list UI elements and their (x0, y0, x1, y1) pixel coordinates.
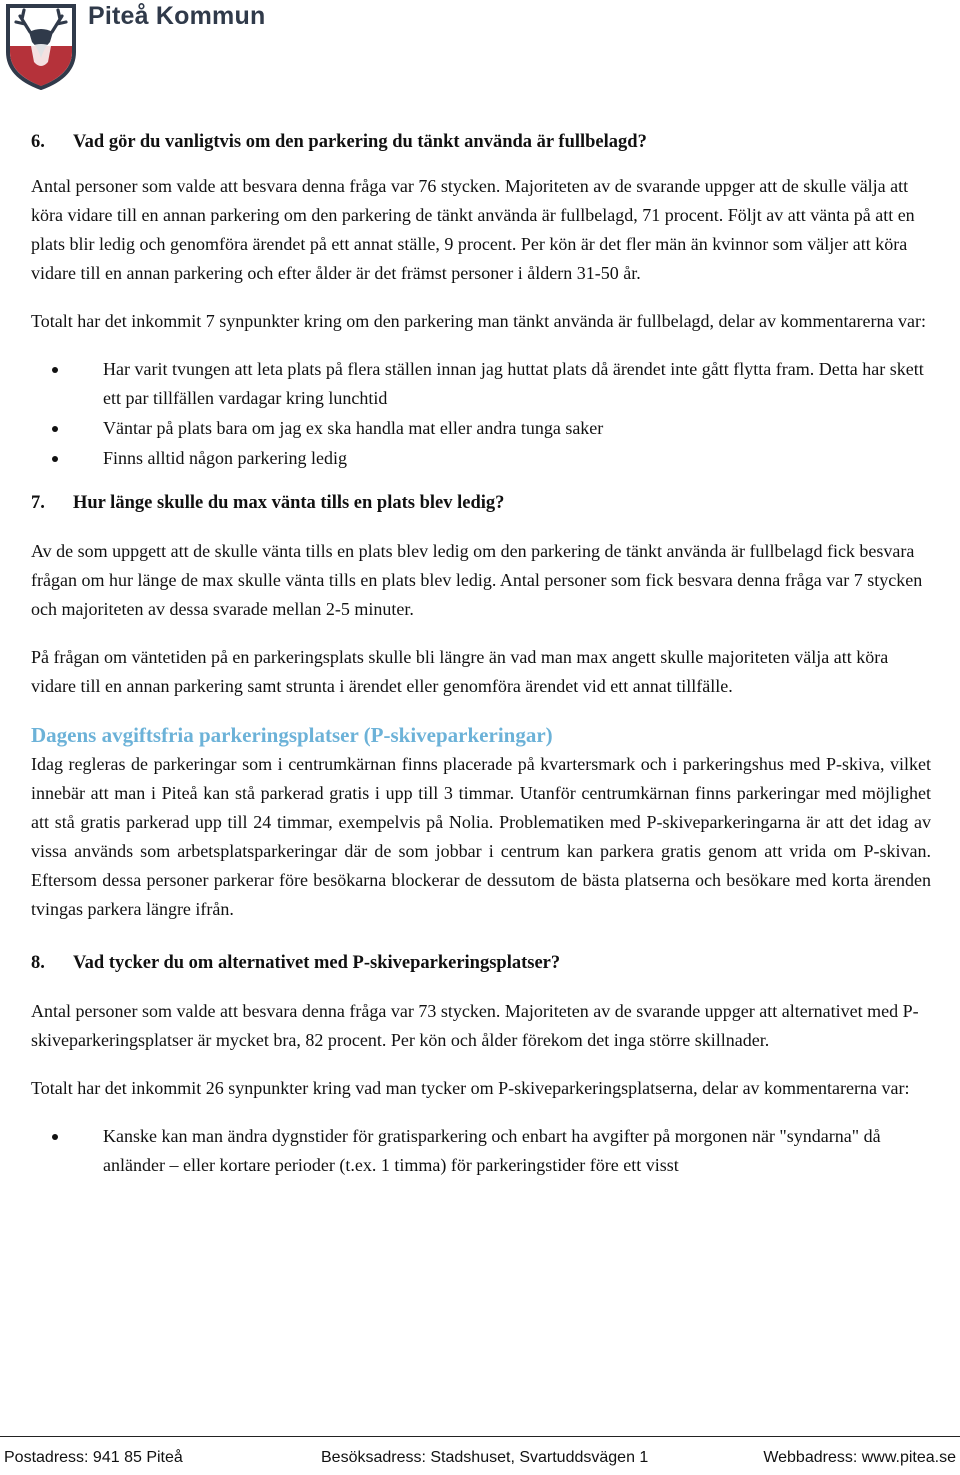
list-item: Väntar på plats bara om jag ex ska handla mat eller andra tunga saker (31, 414, 931, 443)
question-8-summary: Antal personer som valde att besvara denna fråga var 73 stycken. Majoriteten av de svarande uppger att alternativet med P-skiveparkeringsplatser är mycket bra, 82 procent. Per kön och ålder förekom det inga större skillnader. (31, 1001, 919, 1050)
question-number: 6. (31, 132, 45, 152)
question-title: Vad tycker du om alternativet med P-skiveparkeringsplatser? (73, 953, 561, 973)
web-address: Webbadress: www.pitea.se (763, 1449, 956, 1466)
org-name: Piteå Kommun (88, 2, 266, 30)
document-body (31, 128, 931, 1180)
question-7-heading (31, 489, 931, 518)
page-footer (0, 1436, 960, 1475)
section-title: Dagens avgiftsfria parkeringsplatser (P-skiveparkeringar) (31, 723, 553, 747)
question-number: 8. (31, 953, 45, 973)
question-7-summary: Av de som uppgett att de skulle vänta tills en plats blev ledig om den parkering de tänkt använda är fullbelagd fick besvara frågan om hur länge de max skulle vänta tills en plats blev ledig. Antal personer som fick besvara denna fråga var 7 stycken och majoriteten av dessa svarade mellan 2-5 minuter. (31, 541, 923, 619)
page-header (0, 0, 960, 100)
question-6-summary: Antal personer som valde att besvara denna fråga var 76 stycken. Majoriteten av de svarande uppger att de skulle välja att köra vidare till en annan parkering om den parkering de tänkt använda är fullbelagd, 71 procent. Följt av att vänta på att en plats blir ledig och genomföra ärendet på ett annat ställe, 9 procent. Per kön är det fler män än kvinnor som väljer att köra vidare till en annan parkering och efter ålder är det främst personer i åldern 31-50 år. (31, 176, 915, 283)
bullet-icon (52, 426, 58, 432)
question-6-heading (31, 128, 931, 157)
question-8-comments-intro: Totalt har det inkommit 26 synpunkter kring vad man tycker om P-skiveparkeringsplatserna, delar av kommentarerna var: (31, 1078, 910, 1098)
question-7-followup: På frågan om väntetiden på en parkeringsplats skulle bli längre än vad man max angett skulle majoriteten välja att köra vidare till en annan parkering samt strunta i ärendet eller genomföra ärendet vid ett annat tillfälle. (31, 647, 889, 696)
list-item: Kanske kan man ändra dygnstider för gratisparkering och enbart ha avgifter på morgonen när "syndarna" då anländer – eller kortare perioder (t.ex. 1 timma) för parkeringstider före ett visst (31, 1122, 931, 1180)
question-6-comments-list (31, 355, 931, 473)
question-title: Hur länge skulle du max vänta tills en plats blev ledig? (73, 493, 505, 513)
question-title: Vad gör du vanligtvis om den parkering du tänkt använda är fullbelagd? (73, 132, 647, 152)
list-item: Har varit tvungen att leta plats på flera ställen innan jag huttat plats då ärendet inte gått flytta fram. Detta har skett ett par tillfällen vardagar kring lunchtid (31, 355, 931, 413)
question-8-heading (31, 949, 931, 978)
question-8-comments-list (31, 1122, 931, 1180)
reindeer-coat-of-arms-icon (4, 2, 78, 90)
bullet-icon (52, 1134, 58, 1140)
bullet-icon (52, 367, 58, 373)
list-item: Finns alltid någon parkering ledig (31, 444, 931, 473)
question-number: 7. (31, 493, 45, 513)
question-6-comments-intro: Totalt har det inkommit 7 synpunkter kring om den parkering man tänkt använda är fullbelagd, delar av kommentarerna var: (31, 311, 926, 331)
postal-address: Postadress: 941 85 Piteå (4, 1449, 183, 1466)
bullet-icon (52, 456, 58, 462)
visit-address: Besöksadress: Stadshuset, Svartuddsvägen 1 (321, 1449, 649, 1466)
section-body: Idag regleras de parkeringar som i centrumkärnan finns placerade på kvartersmark och i parkeringshus med P-skiva, vilket innebär att man i Piteå kan stå parkerad gratis i upp till 3 timmar. Utanför centrumkärnan finns parkeringar med möjlighet att stå gratis parkerad upp till 24 timmar, exempelvis på Nolia. Problematiken med P-skiveparkeringarna är att det idag av vissa används som arbetsplatsparkeringar där de som jobbar i centrum kan parkera gratis genom att vrida om P-skivan. Eftersom dessa personer parkerar före besökarna blockerar de dessutom de bästa platserna och besökare med korta ärenden tvingas parkera längre ifrån. (31, 754, 931, 919)
